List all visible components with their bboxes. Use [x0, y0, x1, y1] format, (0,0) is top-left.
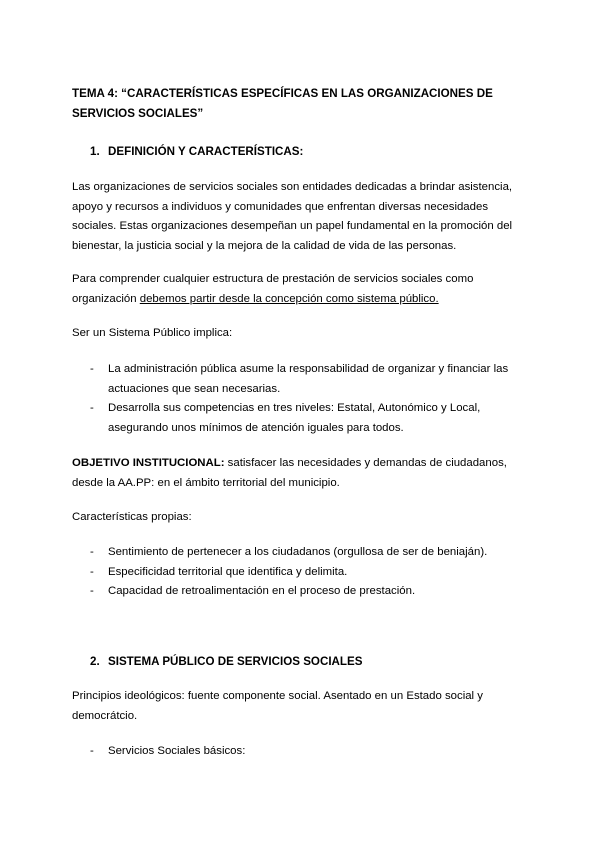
objetivo-paragraph: [72, 454, 532, 493]
section-1-heading: [90, 142, 550, 162]
list-item: - La administración pública asume la responsabilidad de organizar y financiar las actuaciones que sean necesarias.: [90, 360, 510, 399]
list-item: - Sentimiento de pertenecer a los ciudadanos (orgullosa de ser de beniaján).: [90, 543, 510, 563]
list-item: - Servicios Sociales básicos:: [90, 742, 510, 762]
list-item: - Desarrolla sus competencias en tres niveles: Estatal, Autonómico y Local, asegurando unos mínimos de atención iguales para todos.: [90, 399, 510, 438]
document-title: TEMA 4: “CARACTERÍSTICAS ESPECÍFICAS EN LAS ORGANIZACIONES DE SERVICIOS SOCIALES”: [72, 87, 493, 120]
objetivo-label: OBJETIVO INSTITUCIONAL:: [72, 457, 225, 469]
section-1-heading-text: DEFINICIÓN Y CARACTERÍSTICAS:: [108, 145, 304, 158]
caracteristicas-list: [90, 543, 510, 602]
sistema-publico-label: Ser un Sistema Público implica:: [72, 327, 233, 339]
caracteristicas-label: Características propias:: [72, 511, 192, 523]
comprender-paragraph: [72, 270, 532, 309]
comprender-underlined-text: debemos partir desde la concepción como sistema público.: [139, 292, 439, 305]
list-item: - Especificidad territorial que identifica y delimita.: [90, 563, 510, 583]
section-2-heading-text: SISTEMA PÚBLICO DE SERVICIOS SOCIALES: [108, 655, 363, 668]
section-2-list: [90, 742, 510, 762]
principios-paragraph: Principios ideológicos: fuente componente social. Asentado en un Estado social y democrátcio.: [72, 690, 483, 722]
intro-paragraph: Las organizaciones de servicios sociales son entidades dedicadas a brindar asistencia, apoyo y recursos a individuos y comunidades que enfrentan diversas necesidades sociales. Estas organizaciones desempeñan un papel fundamental en la promoción del bienestar, la justicia social y la mejora de la calidad de vida de las personas.: [72, 181, 513, 252]
comprender-text: Para comprender cualquier estructura de prestación de servicios sociales como organización: [72, 273, 474, 305]
section-2-heading: [90, 652, 550, 672]
list-item: - Capacidad de retroalimentación en el proceso de prestación.: [90, 582, 510, 602]
objetivo-text: satisfacer las necesidades y demandas de ciudadanos, desde la AA.PP: en el ámbito territorial del municipio.: [72, 457, 507, 489]
sistema-publico-list: [90, 360, 510, 438]
section-2-number: 2.: [90, 655, 100, 668]
section-1-number: 1.: [90, 145, 100, 158]
